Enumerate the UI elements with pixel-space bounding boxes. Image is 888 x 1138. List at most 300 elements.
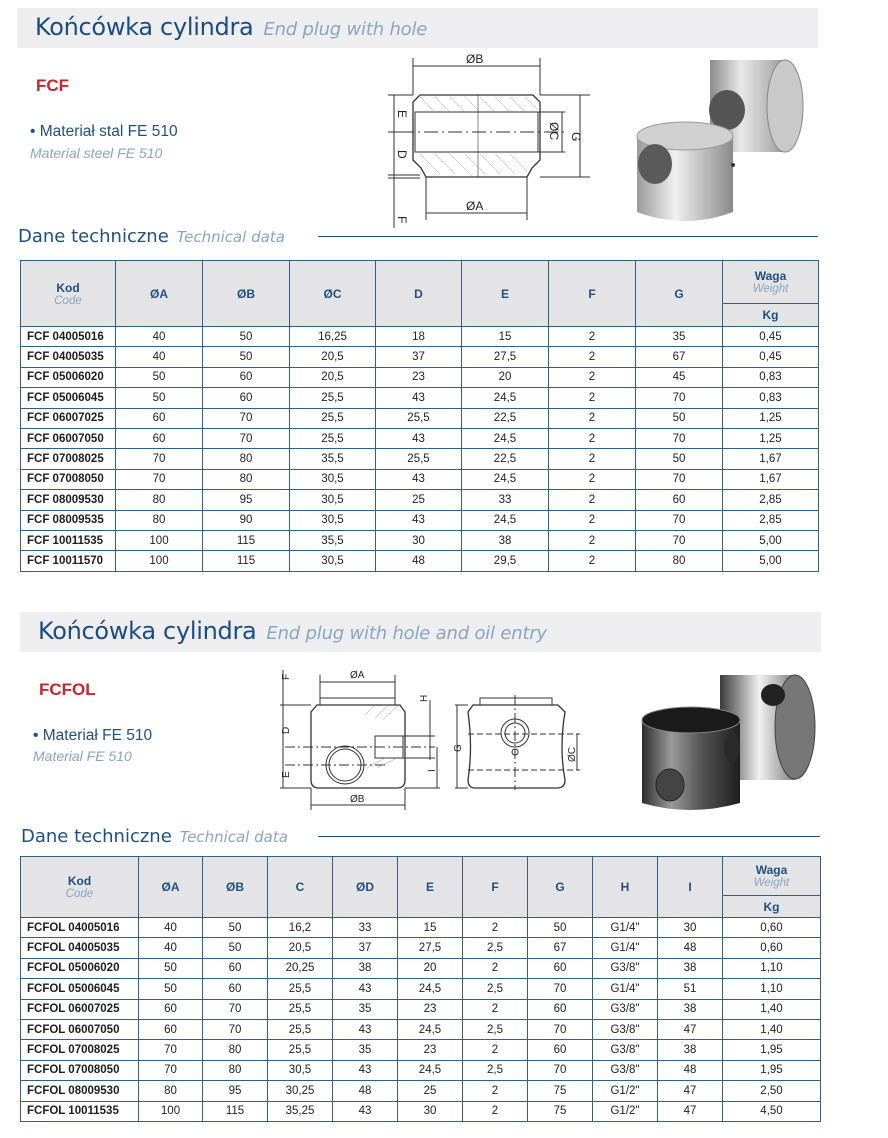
- header-weight: Waga Weight: [723, 261, 819, 304]
- cell-value: 60: [528, 958, 593, 978]
- table-row: [21, 551, 819, 571]
- cell-value: 70: [203, 428, 290, 448]
- cell-value: 80: [139, 1081, 203, 1101]
- header-col: I: [658, 857, 723, 918]
- cell-value: 50: [203, 347, 290, 367]
- cell-code: FCFOL 06007025: [21, 999, 139, 1019]
- table-row: [21, 918, 821, 938]
- cell-value: G3/8": [593, 1019, 658, 1039]
- cell-value: 25,5: [376, 449, 462, 469]
- cell-value: G3/8": [593, 999, 658, 1019]
- cell-value: 25: [376, 490, 462, 510]
- cell-value: 2,85: [723, 510, 819, 530]
- cell-value: 70: [116, 449, 203, 469]
- cell-value: 25,5: [268, 979, 333, 999]
- cell-value: G3/8": [593, 1040, 658, 1060]
- cell-value: 48: [333, 1081, 398, 1101]
- cell-value: 47: [658, 1081, 723, 1101]
- cell-value: 20: [398, 958, 463, 978]
- table-row: [21, 1081, 821, 1101]
- cell-value: 20,5: [268, 938, 333, 958]
- cell-value: 70: [203, 999, 268, 1019]
- cell-value: 95: [203, 1081, 268, 1101]
- table-row: [21, 1060, 821, 1080]
- label-i: I: [427, 769, 438, 772]
- header-code: Kod Code: [21, 261, 116, 327]
- header-col: H: [593, 857, 658, 918]
- label-c: ØC: [567, 747, 578, 762]
- cell-value: 0,45: [723, 327, 819, 347]
- table-row: [21, 938, 821, 958]
- cell-value: 2,5: [463, 979, 528, 999]
- heading-rule: [318, 836, 820, 837]
- cell-value: 30: [376, 530, 462, 550]
- table-row: [21, 1040, 821, 1060]
- cell-value: 18: [376, 327, 462, 347]
- cell-value: 70: [636, 530, 723, 550]
- table-row: [21, 530, 819, 550]
- cell-value: 23: [376, 367, 462, 387]
- label-b: ØB: [466, 52, 484, 66]
- cell-value: 29,5: [462, 551, 549, 571]
- cell-value: 30,5: [268, 1060, 333, 1080]
- cell-value: 70: [139, 1040, 203, 1060]
- cell-value: 50: [139, 958, 203, 978]
- cell-value: 70: [528, 979, 593, 999]
- cell-value: 1,25: [723, 408, 819, 428]
- label-e: E: [395, 110, 409, 119]
- label-a: ØA: [350, 670, 365, 681]
- cell-value: G3/8": [593, 958, 658, 978]
- technical-data-table: [20, 856, 821, 1122]
- cell-value: 2,5: [463, 1060, 528, 1080]
- cell-value: 24,5: [398, 979, 463, 999]
- cell-value: 35,25: [268, 1101, 333, 1121]
- cell-value: 2,85: [723, 490, 819, 510]
- cell-value: 60: [139, 1019, 203, 1039]
- cell-value: 2,50: [723, 1081, 821, 1101]
- cell-value: 43: [376, 388, 462, 408]
- cell-value: 43: [376, 428, 462, 448]
- cell-value: 5,00: [723, 530, 819, 550]
- cell-value: 60: [528, 999, 593, 1019]
- cell-code: FCFOL 06007050: [21, 1019, 139, 1039]
- cell-value: 80: [116, 490, 203, 510]
- cell-value: G1/2": [593, 1081, 658, 1101]
- cell-value: 43: [333, 1060, 398, 1080]
- cell-value: 24,5: [398, 1019, 463, 1039]
- cell-code: FCFOL 04005016: [21, 918, 139, 938]
- cell-value: 30,5: [290, 551, 376, 571]
- cell-code: FCF 06007025: [21, 408, 116, 428]
- cell-value: 4,50: [723, 1101, 821, 1121]
- cell-value: 70: [528, 1060, 593, 1080]
- cell-value: 25,5: [268, 999, 333, 1019]
- cell-value: 0,60: [723, 918, 821, 938]
- cell-value: G3/8": [593, 1060, 658, 1080]
- cell-value: 24,5: [462, 388, 549, 408]
- cell-value: 24,5: [462, 428, 549, 448]
- table-row: [21, 449, 819, 469]
- cell-value: 16,25: [290, 327, 376, 347]
- cell-value: 22,5: [462, 449, 549, 469]
- cell-value: 48: [658, 1060, 723, 1080]
- cell-value: 35,5: [290, 530, 376, 550]
- label-f: F: [281, 673, 292, 680]
- cell-value: 25,5: [376, 408, 462, 428]
- cell-value: 60: [203, 388, 290, 408]
- cell-value: 1,67: [723, 469, 819, 489]
- cell-value: 24,5: [462, 510, 549, 530]
- cell-code: FCFOL 04005035: [21, 938, 139, 958]
- cell-value: 70: [203, 408, 290, 428]
- header-col: ØA: [116, 261, 203, 327]
- header-col: G: [636, 261, 723, 327]
- cell-value: 50: [636, 408, 723, 428]
- cell-value: 60: [203, 367, 290, 387]
- cell-value: 100: [116, 551, 203, 571]
- cell-value: 70: [636, 469, 723, 489]
- label-g: G: [453, 744, 464, 752]
- cell-value: 60: [636, 490, 723, 510]
- cell-value: 15: [398, 918, 463, 938]
- cell-value: 48: [658, 938, 723, 958]
- cell-code: FCF 04005035: [21, 347, 116, 367]
- cell-value: 35: [333, 1040, 398, 1060]
- cell-value: 25,5: [268, 1019, 333, 1039]
- section-title: Końcówka cylindra End plug with hole: [35, 13, 428, 41]
- cell-value: 20,5: [290, 367, 376, 387]
- technical-data-heading: Dane techniczne Technical data: [21, 826, 288, 847]
- cell-value: 2: [549, 327, 636, 347]
- cell-value: 100: [116, 530, 203, 550]
- cell-value: 1,10: [723, 979, 821, 999]
- cell-code: FCF 07008050: [21, 469, 116, 489]
- table-row: [21, 1101, 821, 1121]
- cell-code: FCF 04005016: [21, 327, 116, 347]
- cell-value: 0,45: [723, 347, 819, 367]
- cell-value: 80: [116, 510, 203, 530]
- section-title-bar: [17, 8, 818, 48]
- cell-value: 38: [462, 530, 549, 550]
- table-row: [21, 958, 821, 978]
- cell-value: 2: [463, 1101, 528, 1121]
- table-row: [21, 1019, 821, 1039]
- cell-value: 2: [463, 999, 528, 1019]
- cell-value: 38: [333, 958, 398, 978]
- cell-value: G1/4": [593, 938, 658, 958]
- cell-value: 2: [463, 958, 528, 978]
- cell-value: 40: [139, 918, 203, 938]
- cell-code: FCFOL 10011535: [21, 1101, 139, 1121]
- cell-value: 35: [636, 327, 723, 347]
- table-row: [21, 490, 819, 510]
- cell-value: 5,00: [723, 551, 819, 571]
- heading-rule: [318, 236, 818, 237]
- cell-value: 1,40: [723, 999, 821, 1019]
- cell-value: 2: [549, 469, 636, 489]
- cell-value: 51: [658, 979, 723, 999]
- cell-value: G1/2": [593, 1101, 658, 1121]
- cell-code: FCF 05006045: [21, 388, 116, 408]
- cell-code: FCFOL 08009530: [21, 1081, 139, 1101]
- cell-value: 90: [203, 510, 290, 530]
- cell-value: 40: [116, 327, 203, 347]
- label-f: F: [395, 216, 409, 224]
- table-row: [21, 347, 819, 367]
- cell-code: FCFOL 05006020: [21, 958, 139, 978]
- label-d: D: [281, 726, 292, 734]
- cell-value: 20,5: [290, 347, 376, 367]
- cell-value: 2: [549, 408, 636, 428]
- product-code: FCFOL: [39, 680, 96, 699]
- cell-value: 1,40: [723, 1019, 821, 1039]
- cell-value: 60: [139, 999, 203, 1019]
- label-a: ØA: [466, 199, 484, 213]
- cell-value: 43: [333, 1101, 398, 1121]
- cell-code: FCF 07008025: [21, 449, 116, 469]
- cell-value: 38: [658, 1040, 723, 1060]
- cell-value: 2: [549, 428, 636, 448]
- material-pl: • Materiał FE 510: [33, 727, 153, 744]
- cell-value: 23: [398, 1040, 463, 1060]
- cell-value: 115: [203, 530, 290, 550]
- technical-data-table: [20, 260, 819, 572]
- cell-value: 33: [462, 490, 549, 510]
- cell-value: 30: [398, 1101, 463, 1121]
- table-row: [21, 408, 819, 428]
- cell-value: 24,5: [462, 469, 549, 489]
- header-col: ØB: [203, 261, 290, 327]
- cell-value: 15: [462, 327, 549, 347]
- label-c: ØC: [547, 122, 561, 140]
- header-col: ØD: [333, 857, 398, 918]
- cell-value: 2: [463, 1081, 528, 1101]
- cell-value: 30,5: [290, 510, 376, 530]
- label-b: ØB: [350, 794, 365, 805]
- cell-value: 25,5: [290, 428, 376, 448]
- cell-value: 43: [333, 979, 398, 999]
- cell-value: 30,5: [290, 490, 376, 510]
- cell-value: 1,10: [723, 958, 821, 978]
- cell-value: 45: [636, 367, 723, 387]
- header-col: C: [268, 857, 333, 918]
- cell-value: 38: [658, 999, 723, 1019]
- cell-value: 2,5: [463, 938, 528, 958]
- cell-code: FCFOL 05006045: [21, 979, 139, 999]
- cell-value: 67: [636, 347, 723, 367]
- material-en: Material FE 510: [33, 748, 132, 764]
- cell-value: 1,25: [723, 428, 819, 448]
- cell-value: 40: [139, 938, 203, 958]
- header-col: ØC: [290, 261, 376, 327]
- cell-value: 75: [528, 1101, 593, 1121]
- header-col: F: [463, 857, 528, 918]
- cell-value: 25,5: [290, 388, 376, 408]
- table-row: [21, 388, 819, 408]
- cell-value: 16,2: [268, 918, 333, 938]
- cell-value: 38: [658, 958, 723, 978]
- cell-value: 2,5: [463, 1019, 528, 1039]
- cell-value: 23: [398, 999, 463, 1019]
- cell-value: 2: [549, 449, 636, 469]
- header-col: E: [462, 261, 549, 327]
- cell-value: 50: [636, 449, 723, 469]
- cell-value: 67: [528, 938, 593, 958]
- cell-value: 2: [463, 1040, 528, 1060]
- cell-value: 37: [376, 347, 462, 367]
- cell-value: 2: [549, 367, 636, 387]
- cell-value: 1,67: [723, 449, 819, 469]
- cell-value: 2: [549, 551, 636, 571]
- cell-value: 20: [462, 367, 549, 387]
- cell-value: 43: [376, 469, 462, 489]
- cell-value: 100: [139, 1101, 203, 1121]
- section-title-bar: [20, 612, 821, 652]
- header-col: F: [549, 261, 636, 327]
- cell-value: 30: [658, 918, 723, 938]
- cell-value: 20,25: [268, 958, 333, 978]
- label-e: E: [281, 771, 292, 778]
- cell-value: 27,5: [398, 938, 463, 958]
- cell-value: 25,5: [268, 1040, 333, 1060]
- cell-value: 48: [376, 551, 462, 571]
- cell-value: 80: [636, 551, 723, 571]
- cell-value: 30,25: [268, 1081, 333, 1101]
- cell-value: 80: [203, 1060, 268, 1080]
- cell-value: 2: [549, 347, 636, 367]
- cell-code: FCF 08009535: [21, 510, 116, 530]
- cell-value: 115: [203, 551, 290, 571]
- cell-value: 47: [658, 1101, 723, 1121]
- cell-value: 70: [139, 1060, 203, 1080]
- table-row: [21, 428, 819, 448]
- technical-data-heading: Dane techniczne Technical data: [18, 226, 285, 247]
- cell-code: FCFOL 07008025: [21, 1040, 139, 1060]
- header-col: ØA: [139, 857, 203, 918]
- product-photo: [630, 655, 820, 820]
- cell-value: 24,5: [398, 1060, 463, 1080]
- cell-value: 50: [139, 979, 203, 999]
- header-col: D: [376, 261, 462, 327]
- table-row: [21, 999, 821, 1019]
- label-d: D: [395, 150, 409, 159]
- cell-value: 35,5: [290, 449, 376, 469]
- cell-value: 70: [636, 388, 723, 408]
- cell-value: 30,5: [290, 469, 376, 489]
- technical-drawing: [275, 660, 595, 815]
- cell-code: FCF 05006020: [21, 367, 116, 387]
- cell-value: 60: [116, 408, 203, 428]
- material-en: Material steel FE 510: [30, 145, 163, 161]
- cell-value: 43: [333, 1019, 398, 1039]
- cell-value: 80: [203, 1040, 268, 1060]
- section-subtitle: End plug with hole and oil entry: [266, 623, 547, 644]
- cell-value: 50: [203, 918, 268, 938]
- cell-code: FCFOL 07008050: [21, 1060, 139, 1080]
- cell-value: 35: [333, 999, 398, 1019]
- cell-code: FCF 10011570: [21, 551, 116, 571]
- cell-value: 80: [203, 469, 290, 489]
- product-photo: [625, 52, 815, 230]
- cell-value: 50: [528, 918, 593, 938]
- cell-value: 47: [658, 1019, 723, 1039]
- cell-value: 60: [528, 1040, 593, 1060]
- table-row: [21, 469, 819, 489]
- technical-drawing: [380, 50, 590, 228]
- cell-value: 2: [549, 530, 636, 550]
- table-row: [21, 979, 821, 999]
- cell-value: 70: [116, 469, 203, 489]
- section-title: Końcówka cylindra End plug with hole and oil entry: [38, 617, 547, 645]
- product-code: FCF: [36, 76, 70, 95]
- cell-code: FCF 06007050: [21, 428, 116, 448]
- cell-value: 70: [528, 1019, 593, 1039]
- table-row: [21, 367, 819, 387]
- cell-value: 80: [203, 449, 290, 469]
- cell-value: 60: [203, 979, 268, 999]
- cell-value: 37: [333, 938, 398, 958]
- cell-value: 0,83: [723, 388, 819, 408]
- cell-value: 2: [549, 490, 636, 510]
- cell-value: 43: [376, 510, 462, 530]
- cell-value: 27,5: [462, 347, 549, 367]
- cell-value: 25,5: [290, 408, 376, 428]
- cell-value: 22,5: [462, 408, 549, 428]
- cell-value: 40: [116, 347, 203, 367]
- cell-value: G1/4": [593, 918, 658, 938]
- header-weight: Waga Weight: [723, 857, 821, 896]
- header-col: E: [398, 857, 463, 918]
- header-weight-unit: Kg: [723, 304, 819, 327]
- cell-value: 25: [398, 1081, 463, 1101]
- cell-value: 70: [636, 428, 723, 448]
- cell-value: 2: [549, 388, 636, 408]
- table-row: [21, 510, 819, 530]
- cell-value: 50: [203, 938, 268, 958]
- cell-value: 50: [116, 388, 203, 408]
- header-code: Kod Code: [21, 857, 139, 918]
- cell-value: 115: [203, 1101, 268, 1121]
- cell-value: 60: [203, 958, 268, 978]
- label-g: G: [569, 132, 583, 142]
- cell-value: 2: [463, 918, 528, 938]
- material-pl: • Materiał stal FE 510: [30, 123, 178, 140]
- cell-value: 50: [203, 327, 290, 347]
- cell-value: 1,95: [723, 1040, 821, 1060]
- table-row: [21, 327, 819, 347]
- label-h: H: [419, 694, 430, 702]
- header-col: ØB: [203, 857, 268, 918]
- cell-value: 60: [116, 428, 203, 448]
- header-col: G: [528, 857, 593, 918]
- cell-value: 75: [528, 1081, 593, 1101]
- cell-code: FCF 08009530: [21, 490, 116, 510]
- cell-value: 0,83: [723, 367, 819, 387]
- cell-value: 70: [636, 510, 723, 530]
- cell-value: 0,60: [723, 938, 821, 958]
- cell-value: 50: [116, 367, 203, 387]
- cell-value: G1/4": [593, 979, 658, 999]
- cell-value: 33: [333, 918, 398, 938]
- cell-value: 2: [549, 510, 636, 530]
- cell-value: 70: [203, 1019, 268, 1039]
- cell-code: FCF 10011535: [21, 530, 116, 550]
- header-weight-unit: Kg: [723, 896, 821, 918]
- cell-value: 95: [203, 490, 290, 510]
- section-subtitle: End plug with hole: [263, 19, 428, 40]
- cell-value: 1,95: [723, 1060, 821, 1080]
